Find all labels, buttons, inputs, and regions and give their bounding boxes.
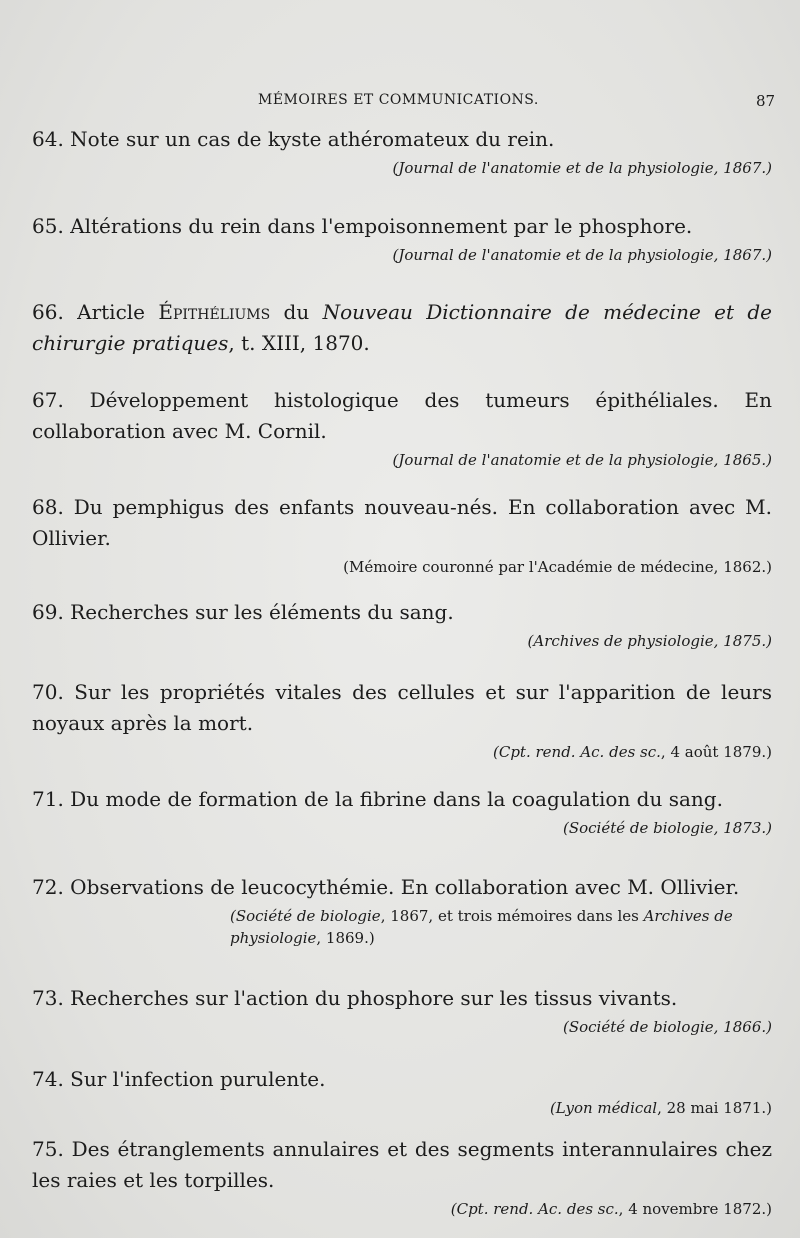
entry-title: Recherches sur l'action du phosphore sur les tissus vivants. bbox=[70, 986, 678, 1010]
entry-source-part: , 1869.) bbox=[316, 929, 375, 947]
entry-68 bbox=[32, 492, 772, 578]
entry-source: (Journal de l'anatomie et de la physiologie, 1867.) bbox=[392, 246, 772, 264]
entry-70 bbox=[32, 677, 772, 763]
page-header bbox=[0, 92, 800, 116]
entry-title: Note sur un cas de kyste athéromateux du rein. bbox=[70, 127, 555, 151]
entry-text bbox=[32, 297, 772, 359]
entry-title: Altérations du rein dans l'empoisonnement par le phosphore. bbox=[70, 214, 693, 238]
entry-title: Sur les propriétés vitales des cellules et sur l'apparition de leurs noyaux après la mort. bbox=[32, 680, 772, 735]
entry-title: Du pemphigus des enfants nouveau-nés. En collaboration avec M. Ollivier. bbox=[32, 495, 773, 550]
entry-title-part: Article bbox=[77, 300, 146, 324]
entry-title-part: du bbox=[283, 300, 310, 324]
entry-number: 65. bbox=[32, 214, 64, 238]
entry-number: 66. bbox=[32, 300, 64, 324]
entry-source-date: , 28 mai 1871.) bbox=[657, 1099, 772, 1117]
entry-text bbox=[32, 492, 772, 554]
entry-source bbox=[32, 1198, 772, 1220]
entry-74 bbox=[32, 1064, 772, 1119]
entry-source-part: , 1867, et trois mémoires dans les bbox=[380, 907, 644, 925]
entry-source bbox=[32, 1097, 772, 1119]
entry-source-text: (Mémoire couronné par l'Académie de médecine, 1862.) bbox=[343, 558, 772, 576]
entry-source bbox=[32, 556, 772, 578]
entry-number: 73. bbox=[32, 986, 64, 1010]
entry-source-title: (Cpt. rend. Ac. des sc. bbox=[492, 743, 661, 761]
entry-title: Sur l'infection purulente. bbox=[70, 1067, 326, 1091]
entry-number: 67. bbox=[32, 388, 64, 412]
entry-source-title: (Lyon médical bbox=[549, 1099, 658, 1117]
entry-text bbox=[32, 677, 772, 739]
entry-text bbox=[32, 211, 772, 242]
entry-number: 69. bbox=[32, 600, 64, 624]
entry-number: 68. bbox=[32, 495, 64, 519]
entry-source-date: , 4 août 1879.) bbox=[660, 743, 772, 761]
entry-source-title: (Cpt. rend. Ac. des sc. bbox=[450, 1200, 619, 1218]
entry-source: (Journal de l'anatomie et de la physiologie, 1865.) bbox=[392, 451, 772, 469]
entry-text bbox=[32, 872, 772, 903]
entry-source bbox=[32, 905, 772, 949]
entry-title: Observations de leucocythémie. En collaboration avec M. Ollivier. bbox=[70, 875, 740, 899]
running-title: MÉMOIRES ET COMMUNICATIONS. bbox=[258, 92, 539, 108]
entry-67 bbox=[32, 385, 772, 471]
entry-75 bbox=[32, 1134, 772, 1220]
entry-text bbox=[32, 124, 772, 155]
entry-title: Recherches sur les éléments du sang. bbox=[70, 600, 454, 624]
entry-title-part: , t. XIII, 1870. bbox=[228, 331, 370, 355]
entry-text bbox=[32, 385, 772, 447]
entry-65 bbox=[32, 211, 772, 266]
entry-number: 71. bbox=[32, 787, 64, 811]
entry-text bbox=[32, 983, 772, 1014]
entry-article-name: Épithéliums bbox=[158, 300, 271, 324]
entry-source-part: Archives de physiologie bbox=[230, 907, 733, 947]
entry-text bbox=[32, 1064, 772, 1095]
entry-73 bbox=[32, 983, 772, 1038]
entry-source-date: , 4 novembre 1872.) bbox=[618, 1200, 772, 1218]
entry-source bbox=[32, 741, 772, 763]
entry-source: (Société de biologie, 1866.) bbox=[562, 1018, 772, 1036]
entry-source-part: (Société de biologie bbox=[230, 907, 381, 925]
entry-number: 75. bbox=[32, 1137, 64, 1161]
entry-72 bbox=[32, 872, 772, 949]
entry-number: 74. bbox=[32, 1067, 64, 1091]
entry-title: Des étranglements annulaires et des segments interannulaires chez les raies et les torpilles. bbox=[32, 1137, 772, 1192]
entry-dictionary-title: Nouveau Dictionnaire de médecine et de chirurgie pratiques bbox=[32, 300, 773, 355]
entry-71 bbox=[32, 784, 772, 839]
entry-number: 72. bbox=[32, 875, 64, 899]
entry-66 bbox=[32, 297, 772, 359]
entry-title: Développement histologique des tumeurs épithéliales. En collaboration avec M. Cornil. bbox=[32, 388, 772, 443]
entry-number: 70. bbox=[32, 680, 64, 704]
entry-text bbox=[32, 1134, 772, 1196]
entry-title: Du mode de formation de la fibrine dans la coagulation du sang. bbox=[70, 787, 723, 811]
entry-source: (Société de biologie, 1873.) bbox=[562, 819, 772, 837]
entry-text bbox=[32, 597, 772, 628]
entry-69 bbox=[32, 597, 772, 652]
entry-64 bbox=[32, 124, 772, 179]
entry-number: 64. bbox=[32, 127, 64, 151]
entry-text bbox=[32, 784, 772, 815]
entry-source: (Archives de physiologie, 1875.) bbox=[527, 632, 772, 650]
entry-source: (Journal de l'anatomie et de la physiologie, 1867.) bbox=[392, 159, 772, 177]
page-number: 87 bbox=[756, 92, 776, 110]
